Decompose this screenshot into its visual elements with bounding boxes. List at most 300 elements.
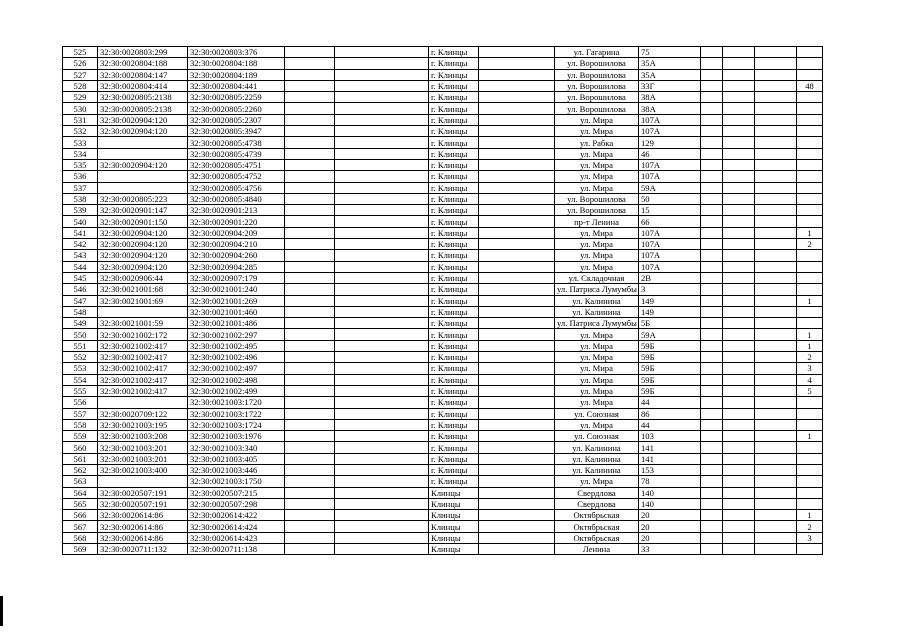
cell-cadastral-number-object: 32:30:0020805:4739 (188, 148, 285, 159)
cell-apartment-number (797, 148, 823, 159)
cell-col-g (479, 239, 555, 250)
cell-apartment-number (797, 103, 823, 114)
cell-city: г. Клинцы (429, 453, 479, 464)
cell-col-g (479, 47, 555, 58)
cell-cadastral-number-parcel: 32:30:0020805:2138 (98, 103, 188, 114)
cell-col-d (285, 250, 335, 261)
cell-col-g (479, 148, 555, 159)
table-row (63, 58, 823, 69)
cell-city: г. Клинцы (429, 408, 479, 419)
cell-city: г. Клинцы (429, 340, 479, 351)
cell-cadastral-number-object: 32:30:0021003:1722 (188, 408, 285, 419)
cell-col-j (701, 487, 723, 498)
cell-apartment-number (797, 272, 823, 283)
cell-city: г. Клинцы (429, 284, 479, 295)
cell-col-e (335, 239, 429, 250)
cell-col-g (479, 295, 555, 306)
cell-col-g (479, 385, 555, 396)
cell-col-k (723, 306, 755, 317)
cell-cadastral-number-parcel: 32:30:0020804:188 (98, 58, 188, 69)
cell-col-k (723, 532, 755, 543)
cell-col-l (755, 69, 797, 80)
cell-cadastral-number-parcel (98, 306, 188, 317)
cell-col-d (285, 340, 335, 351)
cell-apartment-number (797, 137, 823, 148)
cell-col-e (335, 318, 429, 329)
cell-city: г. Клинцы (429, 205, 479, 216)
cell-apartment-number: 3 (797, 363, 823, 374)
cell-city: г. Клинцы (429, 464, 479, 475)
cell-row-number: 569 (63, 544, 98, 555)
cell-col-e (335, 284, 429, 295)
cell-col-e (335, 205, 429, 216)
cell-col-e (335, 487, 429, 498)
cell-col-g (479, 352, 555, 363)
cell-cadastral-number-object: 32:30:0020805:4751 (188, 159, 285, 170)
cell-city: г. Клинцы (429, 103, 479, 114)
cell-city: г. Клинцы (429, 397, 479, 408)
cell-col-g (479, 521, 555, 532)
cell-cadastral-number-parcel: 32:30:0021002:417 (98, 374, 188, 385)
cell-col-g (479, 69, 555, 80)
cell-cadastral-number-object: 32:30:0020805:2307 (188, 114, 285, 125)
cell-col-k (723, 510, 755, 521)
cell-col-g (479, 216, 555, 227)
cell-cadastral-number-parcel: 32:30:0020906:44 (98, 272, 188, 283)
cell-cadastral-number-object: 32:30:0021001:269 (188, 295, 285, 306)
cell-cadastral-number-object: 32:30:0021001:460 (188, 306, 285, 317)
cell-col-d (285, 69, 335, 80)
cell-col-d (285, 272, 335, 283)
cell-col-k (723, 171, 755, 182)
cell-apartment-number: 5 (797, 385, 823, 396)
cell-city: Клинцы (429, 521, 479, 532)
table-row (63, 453, 823, 464)
cell-col-l (755, 498, 797, 509)
cell-house-number: 20 (639, 532, 701, 543)
cell-cadastral-number-parcel: 32:30:0020904:120 (98, 114, 188, 125)
cell-col-d (285, 431, 335, 442)
cell-col-e (335, 171, 429, 182)
cell-col-k (723, 103, 755, 114)
cell-row-number: 540 (63, 216, 98, 227)
cell-apartment-number (797, 453, 823, 464)
cell-col-j (701, 80, 723, 91)
cell-city: г. Клинцы (429, 272, 479, 283)
cell-col-j (701, 464, 723, 475)
cell-house-number: 78 (639, 476, 701, 487)
cell-house-number: 59Б (639, 352, 701, 363)
cell-col-j (701, 239, 723, 250)
cell-col-l (755, 193, 797, 204)
cell-row-number: 533 (63, 137, 98, 148)
cell-cadastral-number-object: 32:30:0021002:496 (188, 352, 285, 363)
table-row (63, 464, 823, 475)
cell-house-number: 50 (639, 193, 701, 204)
cell-street: ул. Мира (555, 363, 639, 374)
cell-col-j (701, 295, 723, 306)
cell-row-number: 539 (63, 205, 98, 216)
cell-col-g (479, 532, 555, 543)
cell-col-d (285, 227, 335, 238)
cell-col-g (479, 182, 555, 193)
cell-row-number: 535 (63, 159, 98, 170)
cell-street: ул. Мира (555, 159, 639, 170)
cell-house-number: 59Б (639, 385, 701, 396)
cell-col-g (479, 205, 555, 216)
cell-col-l (755, 442, 797, 453)
cell-col-j (701, 374, 723, 385)
cell-row-number: 568 (63, 532, 98, 543)
cell-city: Клинцы (429, 510, 479, 521)
table-row (63, 487, 823, 498)
cell-city: г. Клинцы (429, 171, 479, 182)
cell-col-j (701, 227, 723, 238)
cell-row-number: 557 (63, 408, 98, 419)
cell-col-d (285, 171, 335, 182)
cell-col-k (723, 114, 755, 125)
cell-col-d (285, 352, 335, 363)
cell-col-g (479, 498, 555, 509)
cell-cadastral-number-object: 32:30:0020805:4756 (188, 182, 285, 193)
cell-col-l (755, 159, 797, 170)
cell-cadastral-number-object: 32:30:0021003:1720 (188, 397, 285, 408)
cell-apartment-number (797, 159, 823, 170)
cell-house-number: 44 (639, 397, 701, 408)
cell-city: Клинцы (429, 498, 479, 509)
cell-col-k (723, 385, 755, 396)
cell-col-d (285, 58, 335, 69)
cell-apartment-number (797, 261, 823, 272)
cell-row-number: 551 (63, 340, 98, 351)
cell-col-d (285, 103, 335, 114)
cell-apartment-number (797, 408, 823, 419)
cell-col-l (755, 80, 797, 91)
cell-house-number: 107А (639, 159, 701, 170)
cell-street: ул. Рабка (555, 137, 639, 148)
cell-cadastral-number-parcel: 32:30:0020614:86 (98, 510, 188, 521)
cell-cadastral-number-parcel: 32:30:0021002:417 (98, 340, 188, 351)
cell-col-l (755, 103, 797, 114)
cell-row-number: 559 (63, 431, 98, 442)
cell-col-l (755, 318, 797, 329)
cell-col-e (335, 295, 429, 306)
cell-street: ул. Мира (555, 148, 639, 159)
cell-row-number: 525 (63, 47, 98, 58)
cell-col-j (701, 340, 723, 351)
cell-city: г. Клинцы (429, 137, 479, 148)
cell-row-number: 527 (63, 69, 98, 80)
cell-street: ул. Ворошилова (555, 69, 639, 80)
cell-col-d (285, 80, 335, 91)
cell-city: г. Клинцы (429, 227, 479, 238)
cell-col-g (479, 103, 555, 114)
cell-col-k (723, 159, 755, 170)
table-row (63, 216, 823, 227)
cell-col-d (285, 532, 335, 543)
cell-apartment-number (797, 284, 823, 295)
cell-col-j (701, 193, 723, 204)
table-row (63, 47, 823, 58)
cell-house-number: 20 (639, 510, 701, 521)
cell-street: ул. Калинина (555, 464, 639, 475)
cell-house-number: 35А (639, 58, 701, 69)
cell-city: г. Клинцы (429, 385, 479, 396)
cell-house-number: 107А (639, 250, 701, 261)
cell-col-e (335, 363, 429, 374)
cell-col-e (335, 182, 429, 193)
cell-apartment-number (797, 193, 823, 204)
cell-col-l (755, 510, 797, 521)
cell-street: ул. Союзная (555, 408, 639, 419)
cell-col-k (723, 92, 755, 103)
cell-cadastral-number-object: 32:30:0021003:446 (188, 464, 285, 475)
cell-street: ул. Мира (555, 126, 639, 137)
cell-cadastral-number-parcel: 32:30:0021001:69 (98, 295, 188, 306)
cell-street: ул. Мира (555, 374, 639, 385)
cell-house-number: 107А (639, 114, 701, 125)
cell-cadastral-number-parcel (98, 137, 188, 148)
cell-col-d (285, 498, 335, 509)
cell-apartment-number (797, 69, 823, 80)
table-row (63, 114, 823, 125)
cell-col-k (723, 408, 755, 419)
cell-col-k (723, 487, 755, 498)
table-row (63, 205, 823, 216)
cell-apartment-number (797, 318, 823, 329)
cell-apartment-number: 2 (797, 239, 823, 250)
cell-city: г. Клинцы (429, 431, 479, 442)
cell-street: ул. Мира (555, 114, 639, 125)
cell-cadastral-number-parcel: 32:30:0021003:201 (98, 453, 188, 464)
cell-house-number: 20 (639, 521, 701, 532)
table-row (63, 80, 823, 91)
table-row (63, 171, 823, 182)
cell-col-e (335, 340, 429, 351)
cell-col-j (701, 159, 723, 170)
cell-col-e (335, 408, 429, 419)
cell-row-number: 564 (63, 487, 98, 498)
cell-cadastral-number-parcel (98, 182, 188, 193)
cell-cadastral-number-parcel (98, 148, 188, 159)
cell-cadastral-number-object: 32:30:0020614:423 (188, 532, 285, 543)
cell-city: г. Клинцы (429, 58, 479, 69)
cell-cadastral-number-parcel: 32:30:0020803:299 (98, 47, 188, 58)
cell-col-e (335, 137, 429, 148)
cell-cadastral-number-object: 32:30:0020507:298 (188, 498, 285, 509)
cell-row-number: 543 (63, 250, 98, 261)
cell-cadastral-number-object: 32:30:0020805:2259 (188, 92, 285, 103)
cell-col-l (755, 137, 797, 148)
cell-apartment-number: 3 (797, 532, 823, 543)
cell-col-e (335, 103, 429, 114)
cell-cadastral-number-parcel: 32:30:0021003:195 (98, 419, 188, 430)
cell-house-number: 38А (639, 103, 701, 114)
cell-col-l (755, 431, 797, 442)
cell-house-number: 107А (639, 227, 701, 238)
cell-col-e (335, 272, 429, 283)
cell-col-g (479, 272, 555, 283)
cell-col-j (701, 114, 723, 125)
cell-cadastral-number-parcel (98, 171, 188, 182)
cell-col-l (755, 397, 797, 408)
cell-cadastral-number-object: 32:30:0021002:495 (188, 340, 285, 351)
cell-cadastral-number-object: 32:30:0020614:422 (188, 510, 285, 521)
table-row (63, 374, 823, 385)
cell-col-g (479, 419, 555, 430)
cell-row-number: 542 (63, 239, 98, 250)
cell-col-g (479, 80, 555, 91)
cell-apartment-number (797, 216, 823, 227)
cell-col-d (285, 374, 335, 385)
cell-cadastral-number-parcel: 32:30:0020804:414 (98, 80, 188, 91)
cell-col-e (335, 453, 429, 464)
cell-street: ул. Мира (555, 239, 639, 250)
cell-col-k (723, 250, 755, 261)
cell-house-number: 66 (639, 216, 701, 227)
table-row (63, 318, 823, 329)
cell-cadastral-number-object: 32:30:0020804:189 (188, 69, 285, 80)
cell-city: г. Клинцы (429, 239, 479, 250)
cell-row-number: 537 (63, 182, 98, 193)
cell-col-g (479, 58, 555, 69)
cell-col-l (755, 239, 797, 250)
cell-col-l (755, 182, 797, 193)
cell-col-l (755, 216, 797, 227)
cell-house-number: 129 (639, 137, 701, 148)
cell-col-l (755, 205, 797, 216)
cell-col-g (479, 261, 555, 272)
cell-col-g (479, 487, 555, 498)
cell-row-number: 563 (63, 476, 98, 487)
cell-col-l (755, 487, 797, 498)
cell-house-number: 140 (639, 498, 701, 509)
cell-col-j (701, 47, 723, 58)
cell-cadastral-number-parcel: 32:30:0020805:223 (98, 193, 188, 204)
cell-city: г. Клинцы (429, 182, 479, 193)
cell-cadastral-number-object: 32:30:0021001:486 (188, 318, 285, 329)
cell-row-number: 555 (63, 385, 98, 396)
cell-col-j (701, 103, 723, 114)
cell-col-k (723, 374, 755, 385)
cell-col-d (285, 464, 335, 475)
table-row (63, 239, 823, 250)
table-row (63, 329, 823, 340)
registry-rows (63, 47, 823, 555)
cell-col-g (479, 318, 555, 329)
cell-col-k (723, 329, 755, 340)
table-row (63, 476, 823, 487)
cell-house-number: 35А (639, 69, 701, 80)
cell-street: Свердлова (555, 498, 639, 509)
cell-street: Свердлова (555, 487, 639, 498)
cell-col-j (701, 216, 723, 227)
cell-cadastral-number-object: 32:30:0021003:340 (188, 442, 285, 453)
table-row (63, 397, 823, 408)
table-row (63, 182, 823, 193)
cell-row-number: 538 (63, 193, 98, 204)
cell-cadastral-number-parcel: 32:30:0020709:122 (98, 408, 188, 419)
cell-apartment-number: 1 (797, 340, 823, 351)
cell-col-e (335, 193, 429, 204)
table-row (63, 227, 823, 238)
cell-row-number: 560 (63, 442, 98, 453)
table-row (63, 193, 823, 204)
cell-city: г. Клинцы (429, 261, 479, 272)
cell-row-number: 530 (63, 103, 98, 114)
cell-col-g (479, 137, 555, 148)
cell-row-number: 552 (63, 352, 98, 363)
cell-col-k (723, 284, 755, 295)
cell-cadastral-number-object: 32:30:0020904:285 (188, 261, 285, 272)
cell-col-k (723, 58, 755, 69)
cell-col-j (701, 137, 723, 148)
cell-apartment-number (797, 544, 823, 555)
cell-cadastral-number-parcel: 32:30:0021003:208 (98, 431, 188, 442)
cell-house-number: 86 (639, 408, 701, 419)
cell-col-k (723, 261, 755, 272)
table-row (63, 408, 823, 419)
cell-cadastral-number-parcel: 32:30:0020901:147 (98, 205, 188, 216)
cell-cadastral-number-object: 32:30:0021003:1976 (188, 431, 285, 442)
cell-col-d (285, 442, 335, 453)
table-row (63, 385, 823, 396)
cell-col-e (335, 442, 429, 453)
cell-col-d (285, 453, 335, 464)
cell-col-l (755, 47, 797, 58)
cell-apartment-number (797, 464, 823, 475)
cell-col-j (701, 521, 723, 532)
cell-apartment-number (797, 205, 823, 216)
cell-col-l (755, 306, 797, 317)
cell-cadastral-number-object: 32:30:0020904:260 (188, 250, 285, 261)
cell-street: ул. Мира (555, 250, 639, 261)
cell-row-number: 546 (63, 284, 98, 295)
cell-col-k (723, 453, 755, 464)
cell-col-k (723, 239, 755, 250)
cell-col-e (335, 159, 429, 170)
cell-city: г. Клинцы (429, 374, 479, 385)
cell-street: ул. Мира (555, 227, 639, 238)
cell-col-g (479, 363, 555, 374)
cell-col-e (335, 69, 429, 80)
cell-row-number: 541 (63, 227, 98, 238)
cell-cadastral-number-parcel: 32:30:0020614:86 (98, 532, 188, 543)
cell-house-number: 15 (639, 205, 701, 216)
cell-col-j (701, 419, 723, 430)
cell-col-d (285, 261, 335, 272)
cell-street: ул. Калинина (555, 453, 639, 464)
cell-cadastral-number-object: 32:30:0020711:138 (188, 544, 285, 555)
cell-cadastral-number-object: 32:30:0020805:4752 (188, 171, 285, 182)
cell-col-e (335, 521, 429, 532)
cell-col-l (755, 340, 797, 351)
cell-col-d (285, 193, 335, 204)
cell-apartment-number (797, 498, 823, 509)
cell-house-number: 149 (639, 295, 701, 306)
cell-col-e (335, 385, 429, 396)
cell-row-number: 544 (63, 261, 98, 272)
cell-street: Октябрьская (555, 532, 639, 543)
cell-house-number: 149 (639, 306, 701, 317)
cell-row-number: 548 (63, 306, 98, 317)
cell-cadastral-number-object: 32:30:0020901:213 (188, 205, 285, 216)
cell-col-e (335, 476, 429, 487)
cell-street: пр-т Ленина (555, 216, 639, 227)
cell-col-g (479, 397, 555, 408)
cell-cadastral-number-object: 32:30:0020803:376 (188, 47, 285, 58)
cell-house-number: 59А (639, 329, 701, 340)
